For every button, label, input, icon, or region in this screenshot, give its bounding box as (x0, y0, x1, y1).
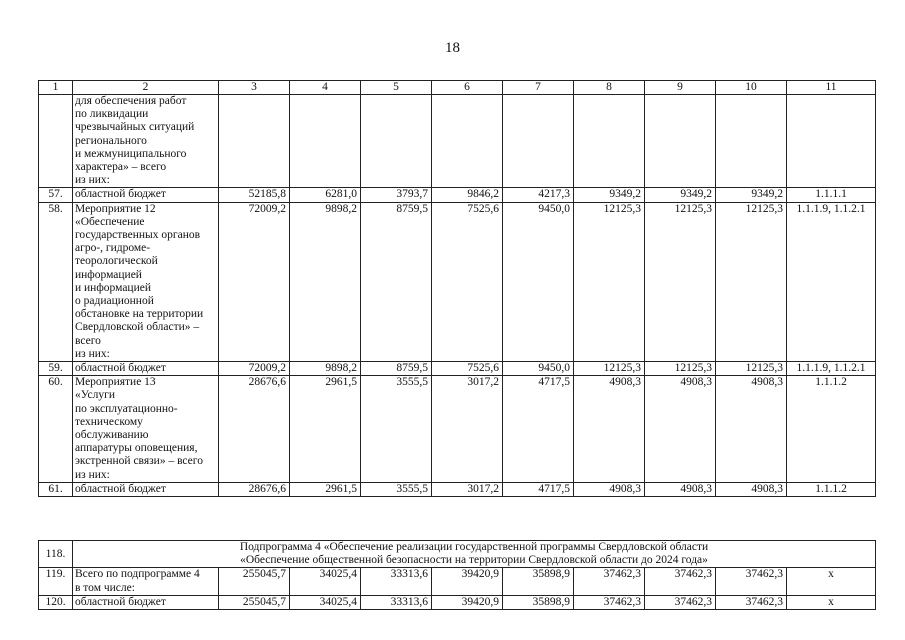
row-name: областной бюджет (73, 362, 219, 376)
value-cell: 9349,2 (645, 188, 716, 202)
subprogram-table (38, 540, 876, 610)
value-cell: 35898,9 (503, 568, 574, 595)
row-name: областной бюджет (73, 482, 219, 496)
value-cell: 4908,3 (716, 482, 787, 496)
table-row (39, 376, 876, 483)
value-cell: 9349,2 (574, 188, 645, 202)
value-cell: 37462,3 (645, 595, 716, 609)
row-name: областной бюджет (73, 188, 219, 202)
value-cell: 9450,0 (503, 362, 574, 376)
value-cell (645, 95, 716, 188)
value-cell: 35898,9 (503, 595, 574, 609)
row-number (39, 95, 73, 188)
value-cell: 52185,8 (219, 188, 290, 202)
target-code-cell: х (787, 568, 876, 595)
row-number: 58. (39, 202, 73, 361)
value-cell: 9349,2 (716, 188, 787, 202)
value-cell: 255045,7 (219, 568, 290, 595)
value-cell: 9450,0 (503, 202, 574, 361)
value-cell: 72009,2 (219, 362, 290, 376)
header-cell: 9 (645, 81, 716, 95)
value-cell: 34025,4 (290, 568, 361, 595)
value-cell: 4217,3 (503, 188, 574, 202)
value-cell: 12125,3 (645, 362, 716, 376)
value-cell: 39420,9 (432, 595, 503, 609)
column-number-header-row (39, 81, 876, 95)
value-cell (219, 95, 290, 188)
value-cell: 7525,6 (432, 202, 503, 361)
target-code-cell: 1.1.1.2 (787, 482, 876, 496)
row-number: 60. (39, 376, 73, 483)
value-cell: 2961,5 (290, 376, 361, 483)
target-code-cell: 1.1.1.1 (787, 188, 876, 202)
value-cell: 37462,3 (574, 595, 645, 609)
value-cell: 255045,7 (219, 595, 290, 609)
value-cell: 4717,5 (503, 482, 574, 496)
value-cell (503, 95, 574, 188)
value-cell: 4908,3 (574, 376, 645, 483)
header-cell: 8 (574, 81, 645, 95)
subprogram-title: Подпрограмма 4 «Обеспечение реализации государственной программы Свердловской области «Обеспечение общественной безопасности на территории Свердловской области до 2024 года» (73, 541, 876, 568)
row-name: для обеспечения работ по ликвидации чрезвычайных ситуаций регионального и межмуниципального характера» – всего из них: (73, 95, 219, 188)
value-cell: 3793,7 (361, 188, 432, 202)
table-row (39, 362, 876, 376)
value-cell: 9898,2 (290, 362, 361, 376)
value-cell: 3555,5 (361, 482, 432, 496)
value-cell: 12125,3 (645, 202, 716, 361)
header-cell: 1 (39, 81, 73, 95)
row-number: 119. (39, 568, 73, 595)
header-cell: 4 (290, 81, 361, 95)
value-cell: 4908,3 (645, 482, 716, 496)
target-code-cell: 1.1.1.9, 1.1.2.1 (787, 362, 876, 376)
value-cell: 39420,9 (432, 568, 503, 595)
program-table (38, 80, 876, 497)
value-cell: 12125,3 (574, 202, 645, 361)
value-cell: 28676,6 (219, 482, 290, 496)
table-row (39, 568, 876, 595)
row-number: 120. (39, 595, 73, 609)
value-cell (716, 95, 787, 188)
header-cell: 5 (361, 81, 432, 95)
row-number: 61. (39, 482, 73, 496)
target-code-cell: 1.1.1.2 (787, 376, 876, 483)
value-cell: 37462,3 (716, 568, 787, 595)
value-cell: 6281,0 (290, 188, 361, 202)
row-number: 57. (39, 188, 73, 202)
table-row (39, 482, 876, 496)
value-cell: 28676,6 (219, 376, 290, 483)
header-cell: 7 (503, 81, 574, 95)
value-cell: 72009,2 (219, 202, 290, 361)
page-number: 18 (445, 40, 460, 56)
table-row (39, 95, 876, 188)
target-code-cell (787, 95, 876, 188)
row-name: областной бюджет (73, 595, 219, 609)
value-cell: 4908,3 (716, 376, 787, 483)
value-cell: 4717,5 (503, 376, 574, 483)
value-cell: 3017,2 (432, 482, 503, 496)
value-cell: 3555,5 (361, 376, 432, 483)
header-cell: 3 (219, 81, 290, 95)
table-row (39, 202, 876, 361)
value-cell: 8759,5 (361, 362, 432, 376)
value-cell: 33313,6 (361, 568, 432, 595)
value-cell: 4908,3 (574, 482, 645, 496)
value-cell: 37462,3 (574, 568, 645, 595)
value-cell (432, 95, 503, 188)
table-row (39, 595, 876, 609)
row-name: Мероприятие 13 «Услуги по эксплуатационно- техническому обслуживанию аппаратуры оповещения, экстренной связи» – всего из них: (73, 376, 219, 483)
value-cell: 4908,3 (645, 376, 716, 483)
subprogram-title-row (39, 541, 876, 568)
value-cell: 37462,3 (716, 595, 787, 609)
target-code-cell: х (787, 595, 876, 609)
header-cell: 11 (787, 81, 876, 95)
header-cell: 2 (73, 81, 219, 95)
value-cell: 8759,5 (361, 202, 432, 361)
value-cell: 12125,3 (716, 362, 787, 376)
value-cell (290, 95, 361, 188)
value-cell: 33313,6 (361, 595, 432, 609)
table-row (39, 188, 876, 202)
value-cell: 12125,3 (574, 362, 645, 376)
value-cell: 2961,5 (290, 482, 361, 496)
row-number: 59. (39, 362, 73, 376)
header-cell: 6 (432, 81, 503, 95)
row-name: Всего по подпрограмме 4 в том числе: (73, 568, 219, 595)
value-cell: 7525,6 (432, 362, 503, 376)
row-number: 118. (39, 541, 73, 568)
value-cell: 12125,3 (716, 202, 787, 361)
value-cell: 9846,2 (432, 188, 503, 202)
value-cell: 9898,2 (290, 202, 361, 361)
value-cell: 34025,4 (290, 595, 361, 609)
value-cell (361, 95, 432, 188)
row-name: Мероприятие 12 «Обеспечение государственных органов агро-, гидроме- теорологической информацией и информацией о радиационной обстановке на территории Свердловской области» – всего из них: (73, 202, 219, 361)
header-cell: 10 (716, 81, 787, 95)
value-cell (574, 95, 645, 188)
value-cell: 37462,3 (645, 568, 716, 595)
target-code-cell: 1.1.1.9, 1.1.2.1 (787, 202, 876, 361)
value-cell: 3017,2 (432, 376, 503, 483)
